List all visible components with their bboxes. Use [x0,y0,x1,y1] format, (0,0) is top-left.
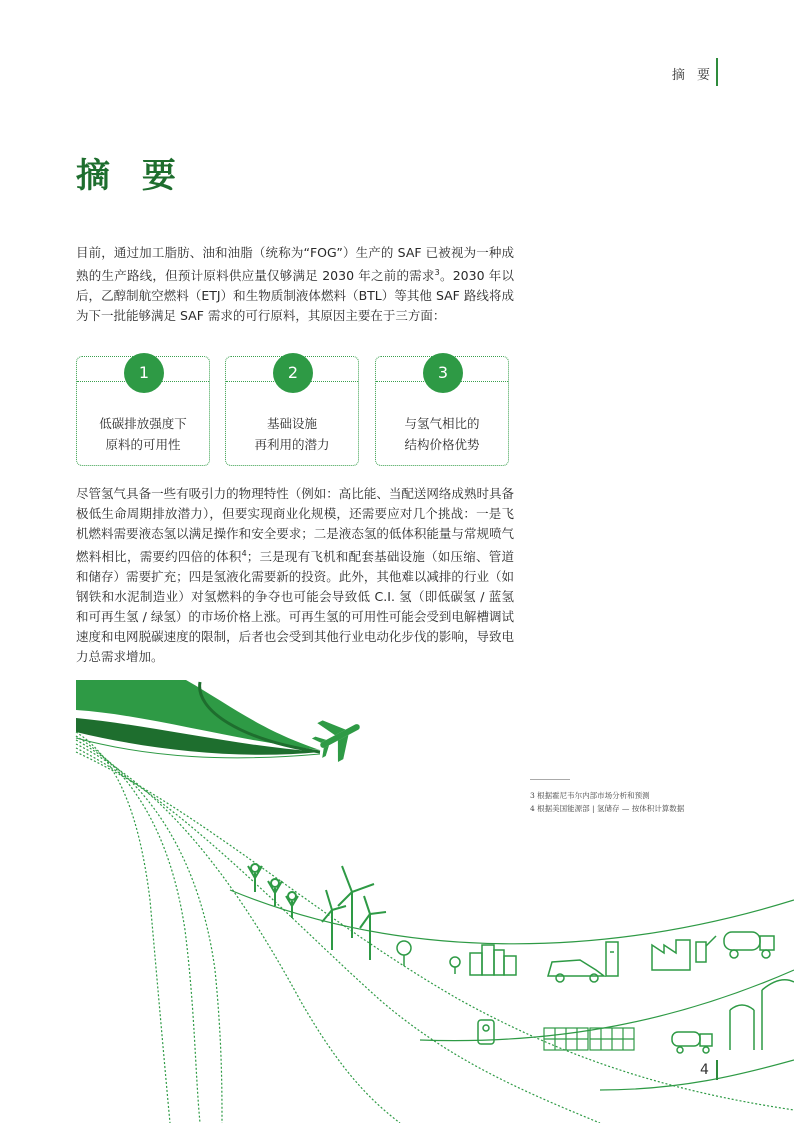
storage-tank-icon [730,980,794,1050]
reason-number-badge: 2 [273,353,313,393]
tree-icon [397,941,460,974]
footnote-ref-4[interactable]: 4 [241,549,247,558]
reason-card-3 [375,356,509,466]
reason-text: 低碳排放强度下 原料的可用性 [99,416,187,452]
intro-paragraph: 目前，通过加工脂肪、油和油脂（统称为“FOG”）生产的 SAF 已被视为一种成熟的生产路线，但预计原料供应量仅够满足 2030 年之前的需求$^3$。2030 年以后，乙醇制航空燃料（ETJ）和生物质制液体燃料（BTL）等其他 SAF 路线将成为下一批能够满足 SAF 需求的可行原料，其原因主要在于三方面： [76,245,514,324]
reason-text: 基础设施 再利用的潜力 [254,416,330,452]
body-paragraph: 尽管氢气具备一些有吸引力的物理特性（例如：高比能、当配送网络成熟时具备极低生命周期排放潜力），但要实现商业化规模，还需要应对几个挑战：一是飞机燃料需要液态氢以满足操作和安全要求；二是液态氢的低体积能量与常规喷气燃料相比，需要约四倍的体积$^4$；三是现有飞机和配套基础设施（如压缩、管道和储存）需要扩充；四是氢液化需要新的投资。此外，其他难以减排的行业（如钢铁和水泥制造业）对氢燃料的争夺也可能会导致低 C.I. 氢（即低碳氢 / 蓝氢和可再生氢 / 绿氢）的市场价格上涨。可再生氢的可用性可能会受到电解槽调试速度和电网脱碳速度的限制，后者也会受到其他行业电动化步伐的影响，导致电力总需求增加。 [76,486,514,665]
airplane-icon [307,706,370,767]
footnote-4: 4 根据美国能源部 | 氢储存 — 按体积计算数据 [530,804,685,813]
reason-card-1 [76,356,210,466]
reason-number-badge: 3 [423,353,463,393]
header-accent-bar [716,58,718,86]
footnote-3: 3 根据霍尼韦尔内部市场分析和预测 [530,791,650,800]
footnote-ref-3[interactable]: 3 [434,268,440,277]
footnotes [530,789,684,815]
factory-icon [652,940,690,970]
aviation-energy-illustration [0,670,794,1123]
tanker-truck-icon [672,1032,712,1053]
page-number-bar [716,1060,718,1080]
ground-line [600,1060,794,1090]
page-number: 4 [700,1062,709,1078]
charging-station-icon [606,942,618,976]
reason-card-2 [225,356,359,466]
reason-text: 与氢气相比的 结构价格优势 [404,416,480,452]
city-buildings-icon [470,945,516,975]
reason-number-badge: 1 [124,353,164,393]
tanker-truck-icon [724,932,774,958]
wind-turbine-icon [322,866,386,960]
fuel-pump-icon [696,936,716,962]
header-section-label: 摘 要 [671,68,714,83]
footnote-divider [530,779,570,780]
page-title: 摘 要 [76,156,186,196]
people-icon [248,864,298,918]
car-icon [548,960,604,982]
ground-line [230,890,794,944]
